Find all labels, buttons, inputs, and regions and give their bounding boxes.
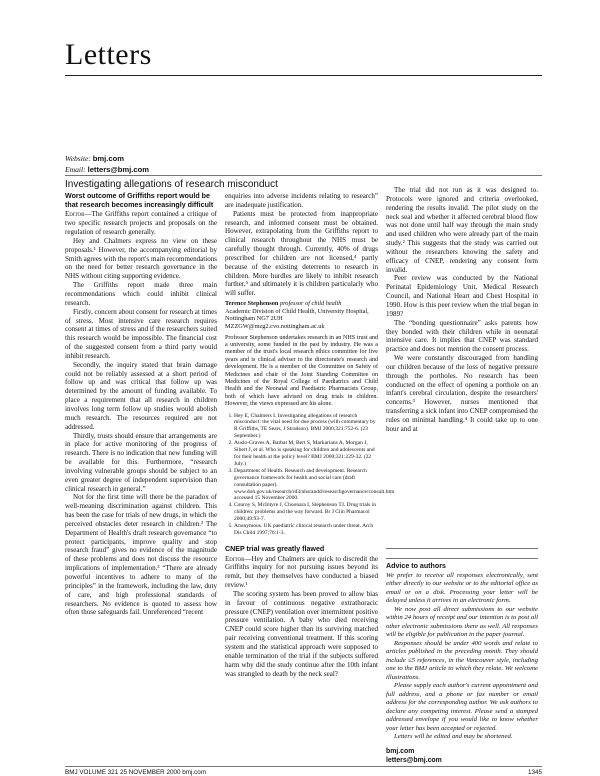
column-1 <box>65 192 217 617</box>
letter1-p4: Firstly, concern about consent for research at times of stress. Most intensive care research requires consent at times of stress and if the researchers suited this research would be impossible. The financial cost of the suggested consent from a third party would inhibit research. <box>65 307 217 360</box>
email-label: Email: <box>65 164 86 174</box>
page-number: 1345 <box>527 769 542 776</box>
letter2-p4: Peer review was conducted by the National Perinatal Epidemiology Unit, Medical Research Council, and National Heart and Chest Hospital in 1990. How is this peer review when the trial began in 1989? <box>386 274 538 318</box>
email-link[interactable]: letters@bmj.com <box>87 164 149 174</box>
section-rule <box>65 175 542 176</box>
letter1-p9: Patients must be protected from inappropriate research, and informed consent must be obtained. However, extrapolating from the Griffiths report to clinical research throughout the NHS must be carefully thought through. Currently, 40% of drugs prescribed for children are not licensed,⁴ partly because of the existing deterrents to research in children. More hurdles are likely to inhibit research further,⁵ and ultimately it is children particularly who will suffer. <box>225 209 378 298</box>
footer-journal-info: BMJ VOLUME 321 25 NOVEMBER 2000 bmj.com <box>65 769 207 776</box>
letter2-p2: The scoring system has been proved to allow bias in favour of continuous negative extrathoracic pressure (CNEP) ventilation over intermittent positive pressure ventilation. A baby who died receiving CNEP could score higher than its surviving matched pair receiving conventional treatment. If this scoring system and the statistical approach were supposed to enable termination of the trial if the subjects suffered harm why did the study continue after the 10th infant was strangled to death by the neck seal? <box>225 589 378 678</box>
footer-contact <box>386 748 442 765</box>
letter2-p5: The “bonding questionnaire” asks parents how they bonded with their children while in neonatal intensive care. It implies that CNEP was standard practice and does not mention the consent process. <box>386 318 538 354</box>
masthead: Letters <box>65 38 152 71</box>
signature <box>225 300 378 330</box>
letter1-p5: Secondly, the inquiry stated that brain damage could not be reliably assessed at a short period of follow up and was critical that follow up was determined by the amount of funding available. To place a requirement that all research in children involves long term follow up studies would abolish much research. The resources required are not addressed. <box>65 360 217 431</box>
signature-name: Terence Stephenson <box>225 300 279 308</box>
advice-rule <box>386 548 538 549</box>
signature-title: professor of child health <box>279 300 342 308</box>
footer-email[interactable]: letters@bmj.com <box>386 756 442 764</box>
editor-label: Editor <box>65 210 85 219</box>
letter1-p3: The Griffiths report made three main recommendations which could inhibit clinical research. <box>65 281 217 307</box>
reference-item: 2. Auslo-Graves A, Barbat M, Bert S, Markarians A, Morgan J, Sibert J, et al. Who is speaking for children and adolescents and for their health at the policy level? BMJ 2000;321:229-32. (22 July.) <box>234 440 378 468</box>
reference-item: 3. Department of Health. Research and development. Research governance framework for health and social care (draft consultation paper). www.doh.gov.uk/research/rd3/nhsrandd/researchgovernance/consult.htm accessed 15 November 2000. <box>234 468 378 503</box>
website-label: Website: <box>65 154 91 163</box>
letter2-headline: CNEP trial was greatly flawed <box>225 544 325 553</box>
advice-p4: Please supply each author's current appointment and full address, and a phone or fax number or email address for the corresponding author. We ask authors to declare any competing interest. Please send a stamped addressed envelope if you would like to know whether your letter has been accepted or rejected. <box>386 682 538 732</box>
advice-box <box>386 558 538 742</box>
advice-title: Advice to authors <box>386 562 446 570</box>
letter1-p6: Thirdly, trusts should ensure that arrangements are in place for active monitoring of the progress of research. There is no indication that new funding will be available for this. Furthermore, “research involving vulnerable groups should be subject to an even greater degree of independent supervision than clinical research in general.” <box>65 431 217 493</box>
advice-p2: We now post all direct submissions to our website within 24 hours of receipt and our intention is to post all other electronic submissions there as well. All responses will be eligible for publication in the paper journal. <box>386 605 538 638</box>
reference-item: 1. Hey E, Chalmers I. Investigating allegations of research misconduct: the vital need for due process (with commentary by R Griffiths, TE Sears, J Stradson). BMJ 2000;321:752-6. (23 September.) <box>234 413 378 441</box>
website-link[interactable]: bmj.com <box>92 154 125 163</box>
reference-item: 4. Conroy S, McIntyre J, Choonara I, Stephenson TJ. Drug trials in children: problems and the way forward. Br J Clin Pharmacol 2000;49:93-7. <box>234 502 378 523</box>
letter2-p3: The trial did not run as it was designed to. Protocols were ignored and criteria overlooked, rendering the results invalid. The pilot study on the neck seal and whether it affected cerebral blood flow was not done until half way through the main study and used children who were already part of the main study.² This suggests that the study was carried out without the researchers knowing the safety and efficacy of CNEP, rendering any consent form invalid. <box>386 186 538 274</box>
masthead-rule <box>65 75 542 76</box>
letter2-p6: We were constantly discouraged from handling our children because of the loss of negative pressure through the portholes. No research has been conducted on the effect of opening a porthole on an infant's cerebral circulation, despite the researchers' concerns.³ However, nurses mentioned that transferring a sick infant into CNEP compromised the rules on minimal handling.⁴ It could take up to one hour and at <box>386 354 538 433</box>
editor-label: Editor <box>225 554 245 563</box>
footer-website[interactable]: bmj.com <box>386 748 415 755</box>
advice-p3: Responses should be under 400 words and relate to articles published in the preceding month. They should include ≤5 references, in the Vancouver style, including one to the BMJ article to which they relate. We welcome illustrations. <box>386 639 538 681</box>
letter1-p2: Hey and Chalmers express no view on these proposals.¹ However, the accompanying editorial by Smith agrees with the report's main recommendations on the need for better research governance in the NHS without citing supporting evidence. <box>65 236 217 281</box>
letter1-headline: Worst outcome of Griffiths report would be that research becomes increasingly difficult <box>65 192 214 209</box>
column-2 <box>225 192 395 678</box>
column-3 <box>386 186 538 434</box>
letter1-p7: Not for the first time will there be the paradox of well-meaning discrimination against children. This has been the case for trials of new drugs, in which the perceived obstacles deter research in children.² The Department of Health's draft research governance “to protect participants, improve quality and stop research fraud” gives no evidence of the magnitude of these problems and does not discuss the resource implications of implementation.³ “There are already powerful incentives to adhere to many of the principles” in the framework, including the law, duty of care, and high professional standards of researchers. No evidence is quoted to assess how often those safeguards fail. Unreferenced “recent <box>65 493 217 617</box>
advice-p1: We prefer to receive all responses electronically, sent either directly to our website or to the editorial office as email or on a disk. Processing your letter will be delayed unless it arrives in an electronic form. <box>386 571 538 604</box>
letter1-p1: Editor—The Griffiths report contained a critique of two specific research projects and proposals on the regulation of research generally. <box>65 210 217 237</box>
reference-list <box>225 412 395 537</box>
footer-rule <box>65 766 542 767</box>
signature-email[interactable]: MZZGW@mzg2.cvo.nottingham.ac.uk <box>225 322 325 330</box>
contact-block <box>65 154 149 175</box>
reference-item: 5. Anonymous. UK paediatric clinical research under threat. Arch Dis Child 1997;76:1-3. <box>234 523 378 537</box>
signature-affiliation: Academic Division of Child Health, University Hospital, Nottingham NG7 2UH <box>225 307 369 323</box>
section-title: Investigating allegations of research misconduct <box>65 179 278 190</box>
advice-p5: Letters will be edited and may be shortened. <box>394 733 513 740</box>
letter2-p1: Editor—Hey and Chalmers are quick to discredit the Griffiths inquiry for not pursuing issues beyond its remit, but they themselves have conducted a biased review.¹ <box>225 554 378 590</box>
disclosure: Professor Stephenson undertakes research in an NHS trust and a university, some funded in the past by industry. He was a member of the trust's local research ethics committee for five years and is clinical adviser to the directorate's research and development. He is a member of the Committee on Safety of Medicines and chair of the Joint Standing Committee on Medicines of the Royal College of Paediatrics and Child Health and the Neonatal and Paediatric Pharmacists Group, both of which have advised on drug trials in children. However, the views expressed are his alone. <box>225 334 378 408</box>
letter1-p8: enquiries into adverse incidents relating to research” are inadequate justification. <box>225 192 378 209</box>
